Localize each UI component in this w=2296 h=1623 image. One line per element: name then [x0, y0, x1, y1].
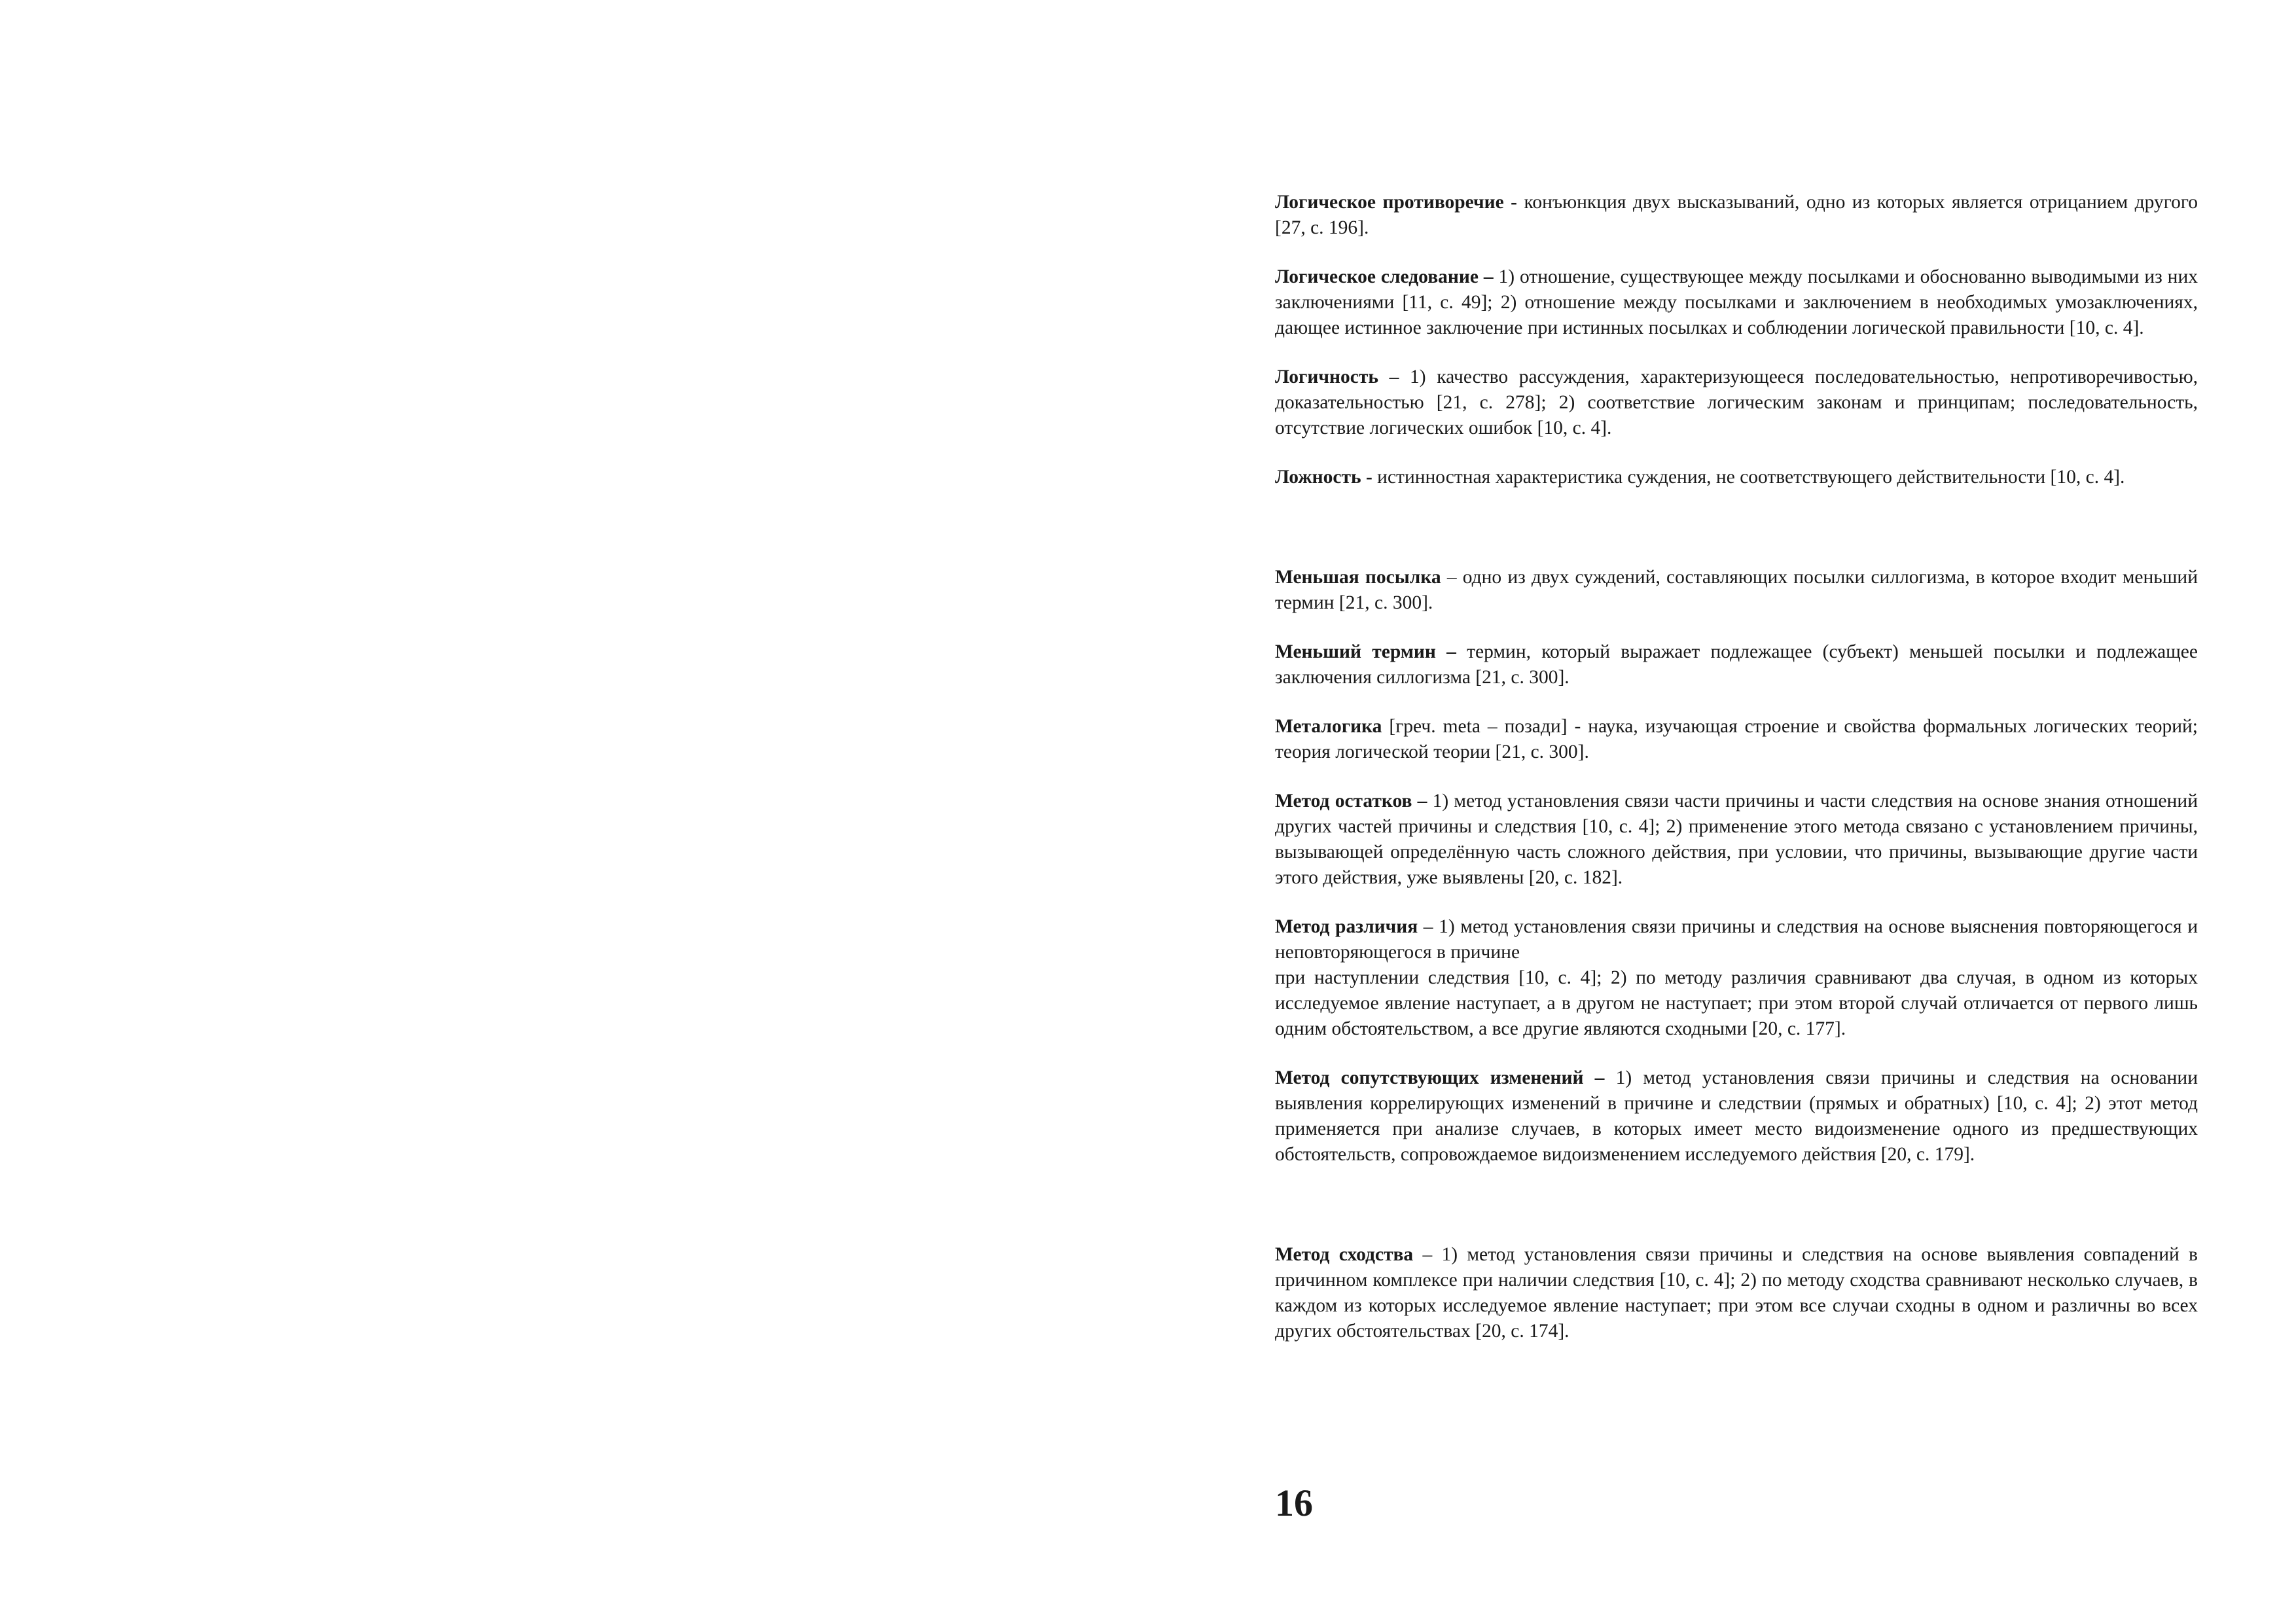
glossary-entry-logical-contradiction: [1275, 190, 2198, 241]
entry-term: Ложность -: [1275, 467, 1372, 488]
entry-definition: 1) метод установления связи причины и следствия на основании выявления коррелирующих изменений в причине и следствии (прямых и обратных) [10, с. 4]; 2) этот метод применяется при анализе случаев, в которых имеет место видоизменение одного из предшествующих обстоятельств, сопровождаемое видоизменением исследуемого действия [20, с. 179].: [1275, 1067, 2198, 1165]
entry-definition: истинностная характеристика суждения, не соответствующего действительности [10, с. 4].: [1372, 467, 2125, 488]
entry-definition: 1) метод установления связи части причины и части следствия на основе знания отношений других частей причины и следствия [10, с. 4]; 2) применение этого метода связано с установлением причины, вызывающей определённую часть сложного действия, при условии, что причины, вызывающие другие части этого действия, уже выявлены [20, с. 182].: [1275, 791, 2198, 888]
entry-term: Металогика: [1275, 716, 1382, 737]
spacer: [1275, 241, 2198, 264]
glossary-entry-method-of-agreement: [1275, 1242, 2198, 1344]
entry-definition: термин, который выражает подлежащее (субъект) меньшей посылки и подлежащее заключения силлогизма [21, с. 300].: [1275, 641, 2198, 688]
entry-definition: 1) отношение, существующее между посылками и обоснованно выводимыми из них заключениями [11, с. 49]; 2) отношение между посылками и заключением в необходимых умозаключениях, дающее истинное заключение при истинных посылках и соблюдении логической правильности [10, с. 4].: [1275, 266, 2198, 338]
glossary-entry-minor-premise: [1275, 565, 2198, 616]
entry-definition-continued: при наступлении следствия [10, с. 4]; 2) по методу различия сравнивают два случая, в одном из которых исследуемое явление наступает, а в другом не наступает; при этом второй случай отличается от первого лишь одним обстоятельством, а все другие являются сходными [20, с. 177].: [1275, 967, 2198, 1039]
glossary-entry-logical-consequence: [1275, 264, 2198, 341]
entry-term: Метод сходства: [1275, 1244, 1414, 1265]
spacer: [1275, 441, 2198, 465]
glossary-entry-metalogic: [1275, 714, 2198, 765]
glossary-entry-falsity: [1275, 465, 2198, 490]
glossary-entry-logicality: [1275, 365, 2198, 441]
entry-term: Метод различия: [1275, 916, 1418, 937]
glossary-entry-minor-term: [1275, 639, 2198, 690]
glossary-entries: [1275, 190, 2198, 1344]
entry-definition: – одно из двух суждений, составляющих посылки силлогизма, в которое входит меньший термин [21, с. 300].: [1275, 567, 2198, 613]
entry-term: Меньший термин –: [1275, 641, 1456, 662]
entry-definition: – 1) качество рассуждения, характеризующееся последовательностью, непротиворечивостью, доказательностью [21, с. 278]; 2) соответствие логическим законам и принципам; последовательность, отсутствие логических ошибок [10, с. 4].: [1275, 366, 2198, 438]
glossary-entry-method-of-concomitant-variations: [1275, 1065, 2198, 1168]
spacer: [1275, 891, 2198, 914]
entry-term: Метод сопутствующих изменений –: [1275, 1067, 1605, 1088]
entry-term: Меньшая посылка: [1275, 567, 1441, 588]
entry-definition: конъюнкция двух высказываний, одно из которых является отрицанием другого [27, с. 196].: [1275, 192, 2198, 238]
entry-definition: – 1) метод установления связи причины и следствия на основе выявления совпадений в причинном комплексе при наличии следствия [10, с. 4]; 2) по методу сходства сравнивают несколько случаев, в каждом из которых исследуемое явление наступает; при этом все случаи сходны в одном и различны во всех других обстоятельствах [20, с. 174].: [1275, 1244, 2198, 1342]
spacer: [1275, 1168, 2198, 1242]
spacer: [1275, 1042, 2198, 1065]
entry-term: Логичность: [1275, 366, 1378, 387]
page-number: 16: [1275, 1482, 1313, 1524]
entry-definition: – 1) метод установления связи причины и следствия на основе выяснения повторяющегося и неповторяющегося в причине: [1275, 916, 2198, 963]
entry-term: Метод остатков –: [1275, 791, 1427, 812]
spacer: [1275, 616, 2198, 639]
spacer: [1275, 765, 2198, 789]
glossary-entry-method-of-residues: [1275, 789, 2198, 891]
right-page: [1148, 0, 2296, 1623]
spacer: [1275, 690, 2198, 714]
entry-term: Логическое следование –: [1275, 266, 1494, 287]
glossary-entry-method-of-difference: [1275, 914, 2198, 1042]
spacer: [1275, 490, 2198, 565]
entry-term: Логическое противоречие -: [1275, 192, 1518, 213]
entry-definition: [греч. meta – позади] - наука, изучающая строение и свойства формальных логических теорий; теория логической теории [21, с. 300].: [1275, 716, 2198, 762]
spacer: [1275, 341, 2198, 365]
